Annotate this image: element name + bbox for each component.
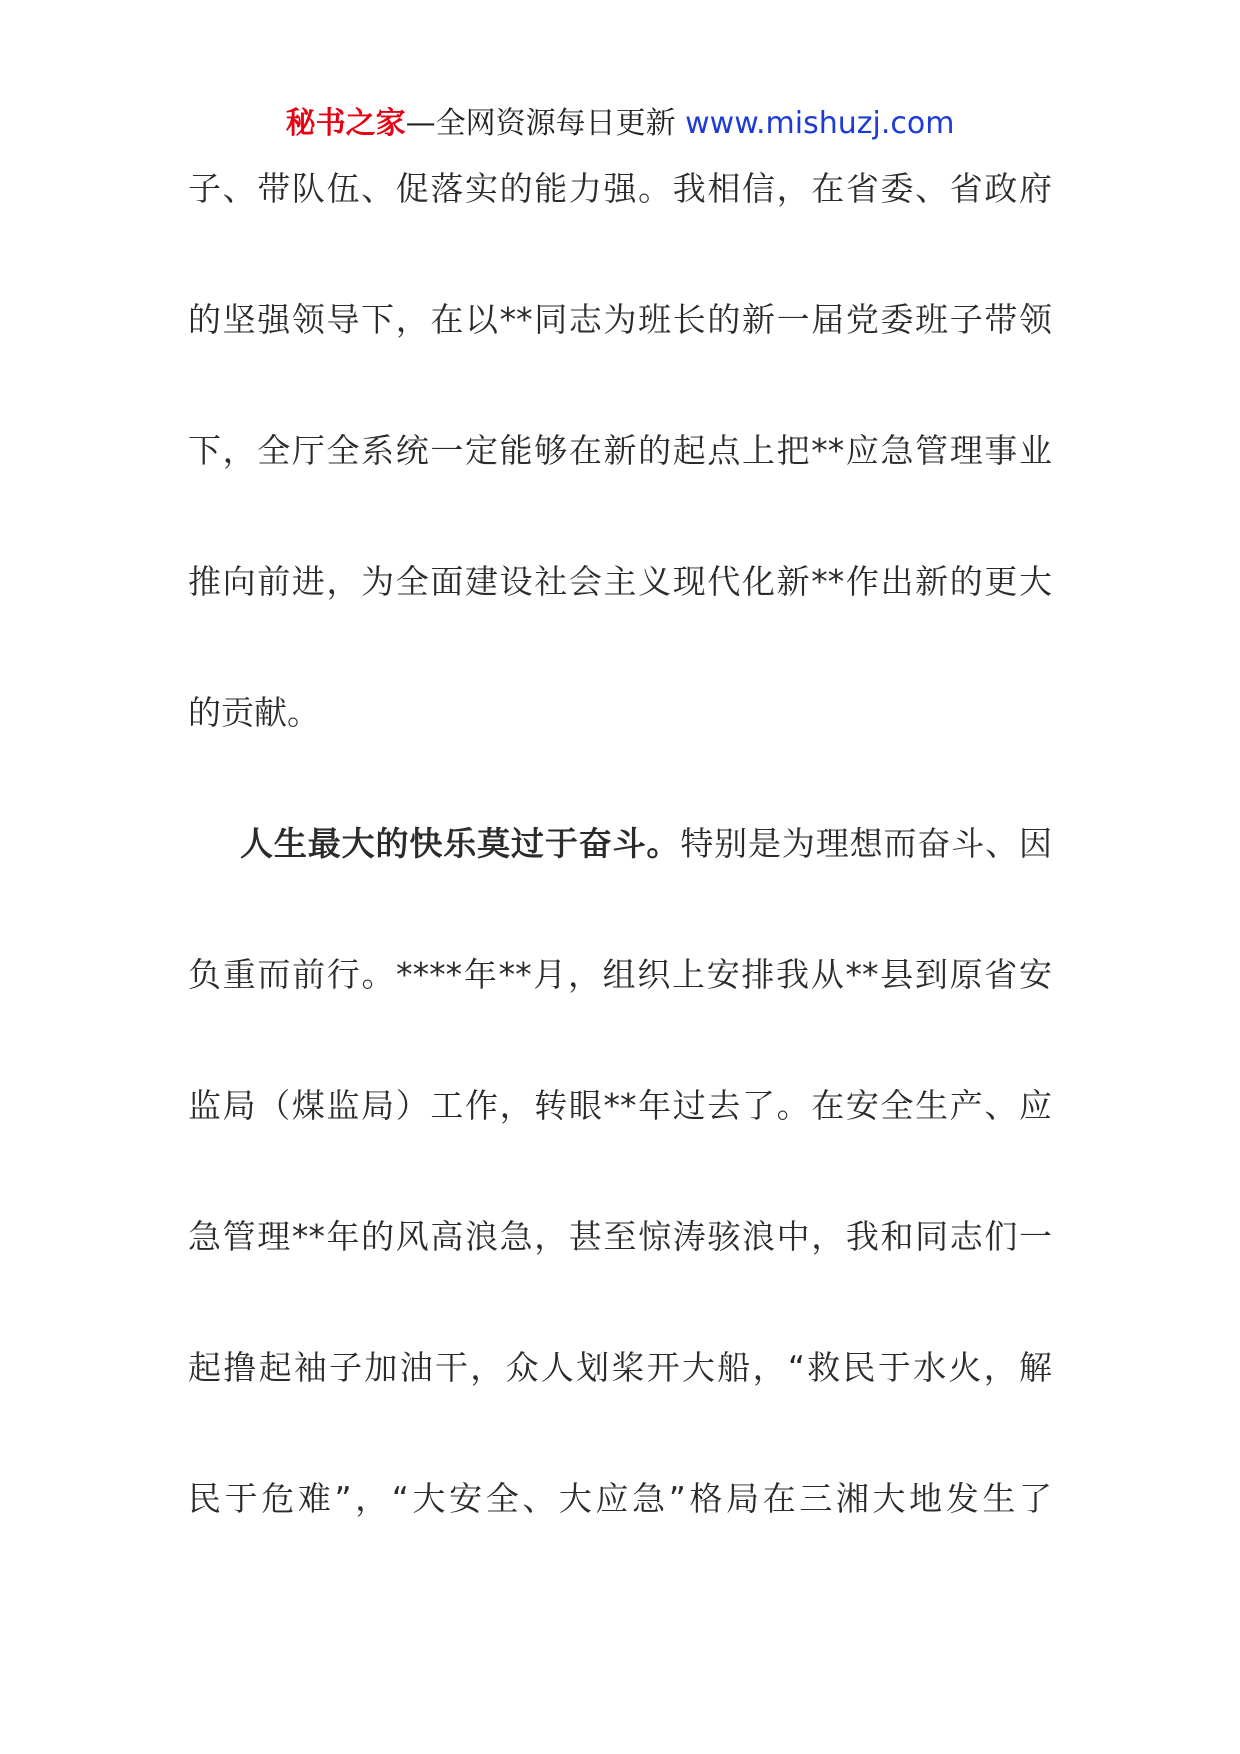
bold-lead-sentence: 人生最大的快乐莫过于奋斗。 <box>240 824 681 863</box>
text-line: 子、带队伍、促落实的能力强。我相信，在省委、省政府 <box>188 169 1052 208</box>
text-line: 下，全厅全系统一定能够在新的起点上把**应急管理事业 <box>188 431 1052 470</box>
text-line: 民于危难”，“大安全、大应急”格局在三湘大地发生了 <box>188 1479 1052 1518</box>
text-line: 监局（煤监局）工作，转眼**年过去了。在安全生产、应 <box>188 1086 1052 1125</box>
site-header <box>0 104 1240 144</box>
site-url-link[interactable]: www.mishuzj.com <box>685 106 955 141</box>
text-line: 急管理**年的风高浪急，甚至惊涛骇浪中，我和同志们一 <box>188 1217 1052 1256</box>
text-line: 的贡献。 <box>188 693 320 732</box>
text-line: 推向前进，为全面建设社会主义现代化新**作出新的更大 <box>188 562 1052 601</box>
brand-name: 秘书之家 <box>285 106 406 141</box>
document-body <box>188 160 1052 1601</box>
text-line: 负重而前行。****年**月，组织上安排我从**县到原省安 <box>188 955 1052 994</box>
header-tagline: —全网资源每日更新 <box>405 106 676 141</box>
text-line: 起撸起袖子加油干，众人划桨开大船，“救民于水火，解 <box>188 1348 1052 1387</box>
lead-line-rest: 特别是为理想而奋斗、因 <box>680 824 1053 863</box>
paragraph-lead-line <box>188 815 1052 946</box>
text-line: 的坚强领导下，在以**同志为班长的新一届党委班子带领 <box>188 300 1052 339</box>
